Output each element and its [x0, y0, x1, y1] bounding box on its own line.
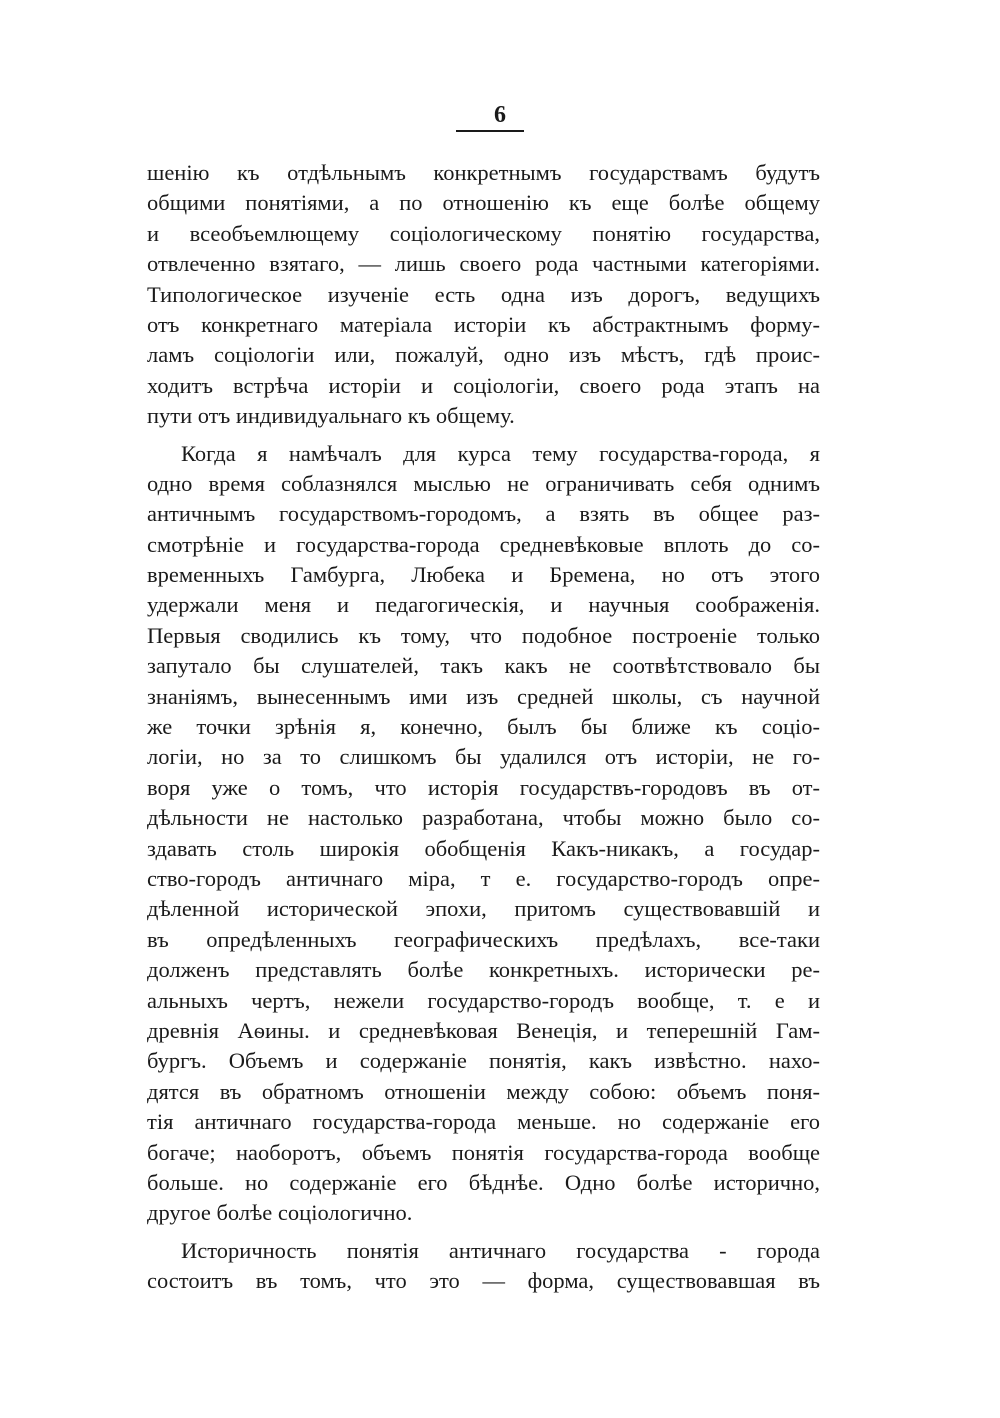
- text-line: и всеобъемлющему соціологическому понятію государства,: [147, 220, 820, 246]
- text-line: Типологическое изученіе есть одна изъ дорогъ, ведущихъ: [147, 281, 820, 307]
- text-line: логіи, но за то слишкомъ бы удалился отъ исторіи, не го-: [147, 744, 820, 770]
- text-line: дѣльности не настолько разработана, чтобы можно было со-: [147, 805, 820, 831]
- text-line: знаніямъ, вынесеннымъ ими изъ средней школы, съ научной: [147, 683, 820, 709]
- page-number: 6: [494, 102, 506, 128]
- text-line: одно время соблазнялся мыслью не ограничивать себя однимъ: [147, 470, 820, 496]
- body-text: [147, 158, 820, 1296]
- text-line: дятся въ обратномъ отношеніи между собою: объемъ поня-: [147, 1078, 820, 1104]
- paragraph-2: [147, 439, 820, 1229]
- text-line: Когда я намѣчалъ для курса тему государства-города, я: [181, 440, 820, 466]
- text-line: отъ конкретнаго матеріала исторіи къ абстрактнымъ форму-: [147, 311, 820, 337]
- text-line: въ опредѣленныхъ географическихъ предѣлахъ, все-таки: [147, 926, 820, 952]
- text-line: удержали меня и педагогическія, и научныя соображенія.: [147, 592, 820, 618]
- text-line: временныхъ Гамбурга, Любека и Бремена, но отъ этого: [147, 562, 820, 588]
- text-line: богаче; наоборотъ, объемъ понятія государства-города вообще: [147, 1139, 820, 1165]
- page-number-rule: [456, 130, 524, 132]
- text-line: долженъ представлять болѣе конкретныхъ. исторически ре-: [147, 957, 820, 983]
- text-line: больше. но содержаніе его бѣднѣе. Одно болѣе исторично,: [147, 1169, 820, 1195]
- paragraph-gap: [147, 432, 820, 439]
- text-line: другое болѣе соціологично.: [147, 1200, 413, 1226]
- text-line: запутало бы слушателей, такъ какъ не соотвѣтствовало бы: [147, 653, 820, 679]
- text-line: же точки зрѣнія я, конечно, былъ бы ближе къ соціо-: [147, 714, 820, 740]
- text-line: пути отъ индивидуальнаго къ общему.: [147, 403, 515, 429]
- text-line: альныхъ чертъ, нежели государство-городъ вообще, т. е и: [147, 987, 820, 1013]
- text-line: здавать столь широкія обобщенія Какъ-никакъ, а государ-: [147, 835, 820, 861]
- text-line: шенію къ отдѣльнымъ конкретнымъ государствамъ будутъ: [147, 160, 820, 185]
- text-line: смотрѣніе и государства-города средневѣковые вплоть до со-: [147, 531, 820, 557]
- paragraph-gap: [147, 1229, 820, 1236]
- text-line: состоитъ въ томъ, что это — форма, существовавшая въ: [147, 1268, 820, 1294]
- text-line: воря уже о томъ, что исторія государствъ-городовъ въ от-: [147, 774, 820, 800]
- text-line: Историчность понятія античнаго государства - города: [181, 1237, 820, 1263]
- text-line: бургъ. Объемъ и содержаніе понятія, какъ извѣстно. нахо-: [147, 1048, 820, 1074]
- text-line: древнія Аѳины. и средневѣковая Венеція, и теперешній Гам-: [147, 1017, 820, 1043]
- text-line: ламъ соціологіи или, пожалуй, одно изъ мѣстъ, гдѣ проис-: [147, 342, 820, 368]
- text-line: дѣленной исторической эпохи, притомъ существовавшій и: [147, 896, 820, 922]
- text-line: общими понятіями, а по отношенію къ еще болѣе общему: [147, 190, 820, 216]
- text-line: Первыя сводились къ тому, что подобное построеніе только: [147, 622, 820, 648]
- text-line: ходитъ встрѣча исторіи и соціологіи, своего рода этапъ на: [147, 372, 820, 398]
- paragraph-3: [147, 1236, 820, 1297]
- text-line: отвлеченно взятаго, — лишь своего рода частными категоріями.: [147, 251, 820, 277]
- paragraph-1: [147, 158, 820, 432]
- text-line: тія античнаго государства-города меньше. но содержаніе его: [147, 1109, 820, 1135]
- text-line: античнымъ государствомъ-городомъ, а взять въ общее раз-: [147, 501, 820, 527]
- text-line: ство-городъ античнаго міра, т е. государство-городъ опре-: [147, 865, 820, 891]
